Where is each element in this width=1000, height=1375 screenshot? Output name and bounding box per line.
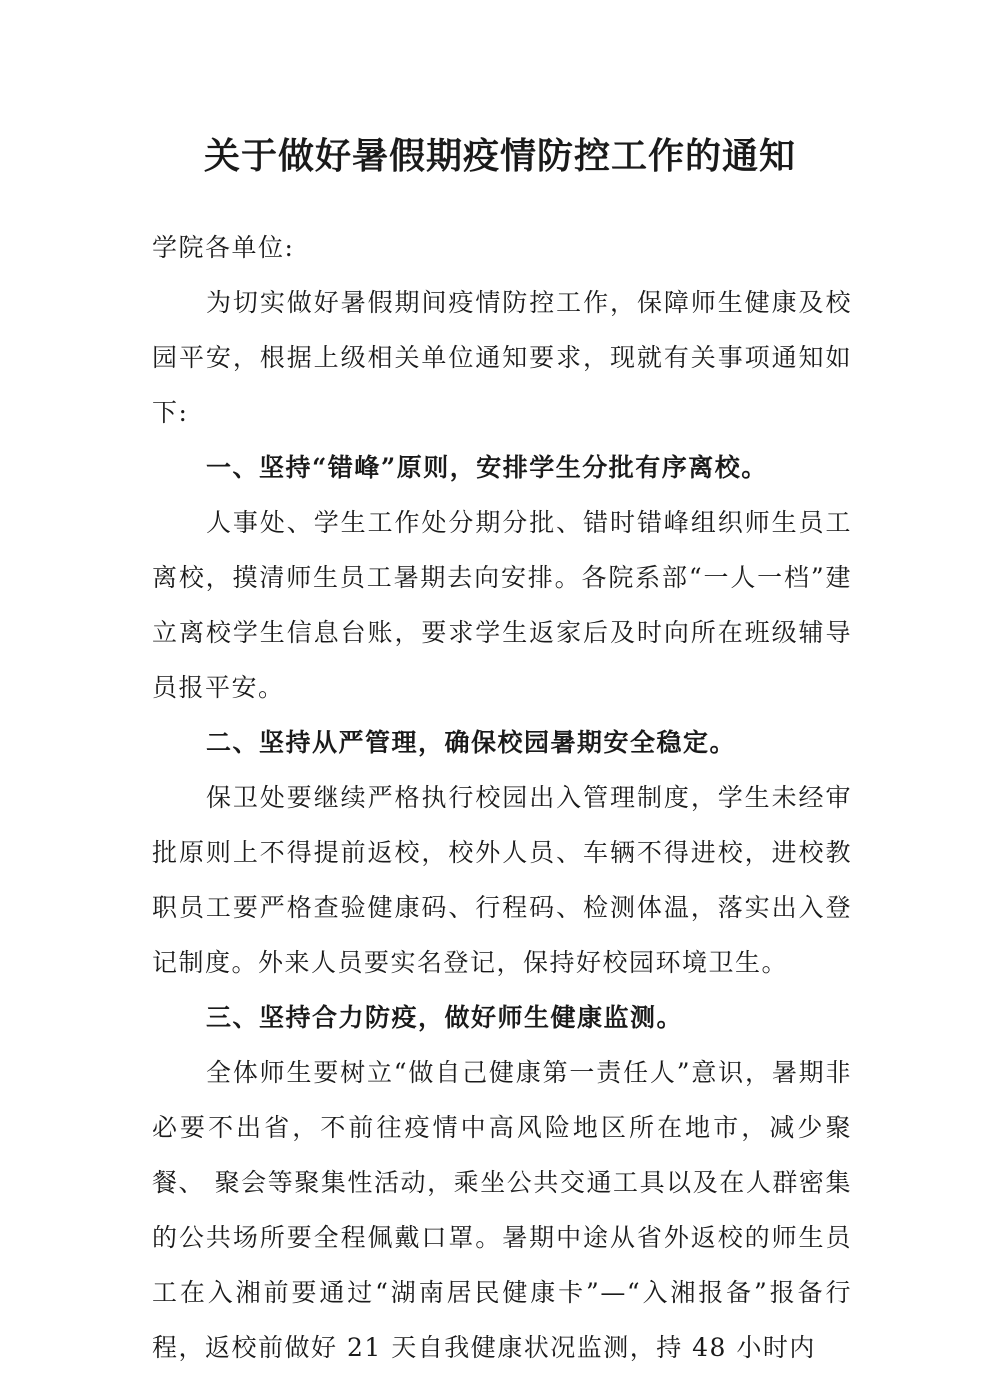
salutation: 学院各单位: [152,233,295,262]
section-3-heading: 三、坚持合力防疫，做好师生健康监测。 [206,1003,684,1032]
section-2-body: 保卫处要继续严格执行校园出入管理制度，学生未经审批原则上不得提前返校，校外人员、车辆不得进校，进校教职员工要严格查验健康码、行程码、检测体温，落实出入登记制度。外来人员要实名登记，保持好校园环境卫生。 [152,783,852,977]
intro-paragraph: 为切实做好暑假期间疫情防控工作，保障师生健康及校园平安，根据上级相关单位通知要求，现就有关事项通知如下: [152,288,852,427]
section-1-body: 人事处、学生工作处分期分批、错时错峰组织师生员工离校，摸清师生员工暑期去向安排。各院系部“一人一档”建立离校学生信息台账，要求学生返家后及时向所在班级辅导员报平安。 [152,508,852,702]
section-3-body: 全体师生要树立“做自己健康第一责任人”意识，暑期非必要不出省，不前往疫情中高风险地区所在地市，减少聚餐、 聚会等聚集性活动，乘坐公共交通工具以及在人群密集的公共场所要全程佩戴口罩。暑期中途从省外返校的师生员工在入湘前要通过“湖南居民健康卡”—“入湘报备”报备行程，返校前做好 21 天自我健康状况监测，持 48 小时内 [152,1058,852,1362]
document-title: 关于做好暑假期疫情防控工作的通知 [203,135,796,177]
section-1-heading: 一、坚持“错峰”原则，安排学生分批有序离校。 [206,453,768,482]
section-2-heading: 二、坚持从严管理，确保校园暑期安全稳定。 [206,728,737,757]
document-body [152,220,852,1375]
